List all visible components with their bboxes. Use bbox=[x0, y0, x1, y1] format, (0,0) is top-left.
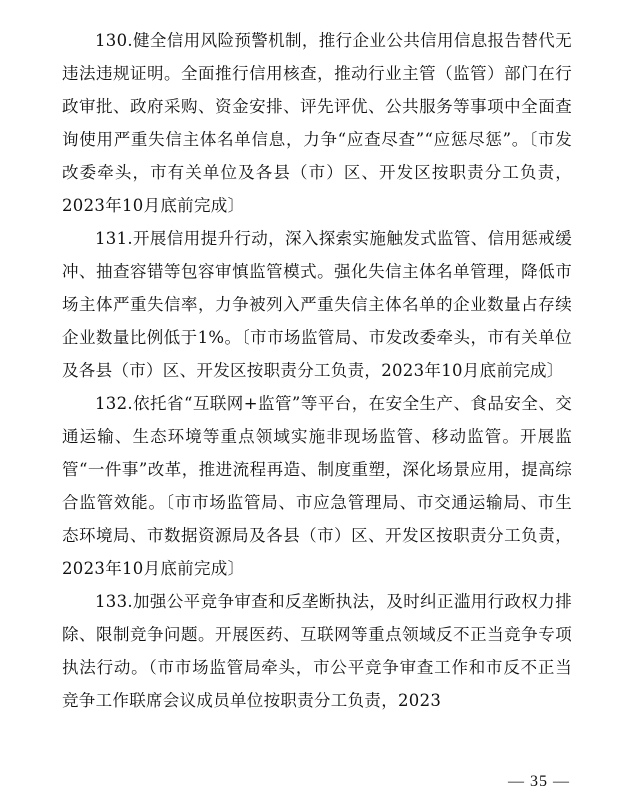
paragraph-132: 132.依托省“互联网+监管”等平台，在安全生产、食品安全、交通运输、生态环境等重点领域实施非现场监管、移动监管。开展监管“一件事”改革，推进流程再造、制度重塑，深化场景应用，提高综合监管效能。〔市市场监管局、市应急管理局、市交通运输局、市生态环境局、市数据资源局及各县（市）区、开发区按职责分工负责，2023年10月底前完成〕 bbox=[62, 394, 572, 578]
page-number: — 35 — bbox=[508, 773, 570, 790]
paragraph-133: 133.加强公平竞争审查和反垄断执法，及时纠正滥用行政权力排除、限制竞争问题。开展医药、互联网等重点领域反不正当竞争专项执法行动。（市市场监管局牵头，市公平竞争审查工作和市反不正当竞争工作联席会议成员单位按职责分工负责，2023 bbox=[62, 592, 572, 710]
document-body bbox=[62, 24, 572, 717]
paragraph-130: 130.健全信用风险预警机制，推行企业公共信用信息报告替代无违法违规证明。全面推行信用核查，推动行业主管（监管）部门在行政审批、政府采购、资金安排、评先评优、公共服务等事项中全面查询使用严重失信主体名单信息，力争“应查尽查”“应惩尽惩”。〔市发改委牵头，市有关单位及各县（市）区、开发区按职责分工负责，2023年10月底前完成〕 bbox=[62, 31, 572, 215]
paragraph-131: 131.开展信用提升行动，深入探索实施触发式监管、信用惩戒缓冲、抽查容错等包容审慎监管模式。强化失信主体名单管理，降低市场主体严重失信率，力争被列入严重失信主体名单的企业数量占存续企业数量比例低于1%。〔市市场监管局、市发改委牵头，市有关单位及各县（市）区、开发区按职责分工负责，2023年10月底前完成〕 bbox=[62, 229, 572, 380]
